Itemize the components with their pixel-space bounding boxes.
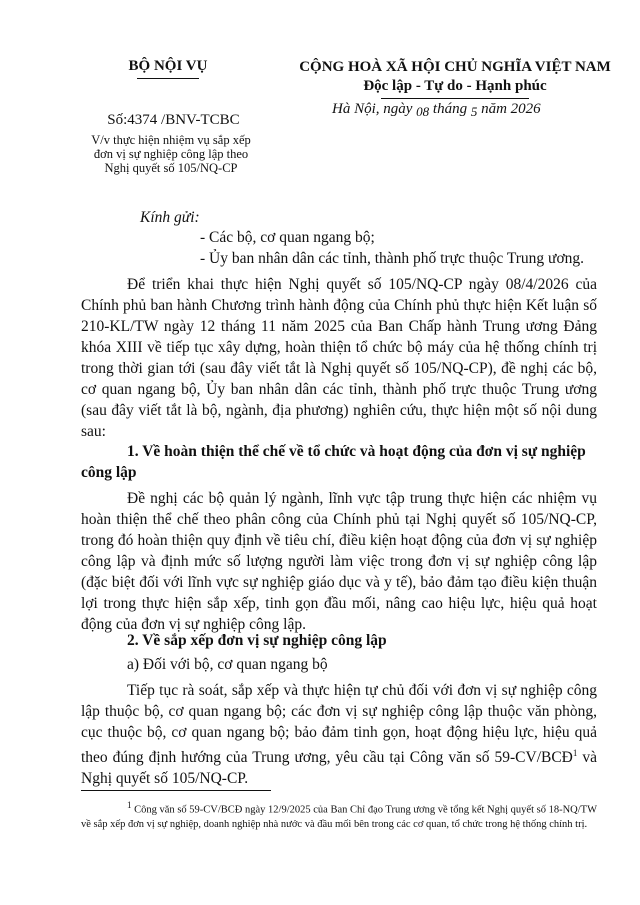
date-month: 5 [470,104,478,119]
motto-underline [381,98,529,99]
document-subject: V/v thực hiện nhiệm vụ sắp xếp đơn vị sự nghiệp công lập theo Nghị quyết số 105/NQ-CP [91,133,251,175]
date-year: năm 2026 [481,101,541,117]
addressee-label: Kính gửi: [140,209,200,226]
date-day: 08 [416,104,430,119]
section-1-paragraph: Đề nghị các bộ quản lý ngành, lĩnh vực tập trung thực hiện các nhiệm vụ hoàn thiện thể chế theo phân công của Chính phủ tại Nghị quyết số 105/NQ-CP, trong đó hoàn thiện quy định về tiêu chí, điều kiện hoạt động của đơn vị sự nghiệp công lập và định mức số lượng người làm việc trong đơn vị sự nghiệp công lập (đặc biệt đối với lĩnh vực sự nghiệp giáo dục và y tế), bảo đảm tạo điều kiện thuận lợi trong thực hiện sắp xếp, tinh gọn đầu mối, nâng cao hiệu lực, hiệu quả hoạt động của đơn vị sự nghiệp công lập. [81,490,597,633]
intro-paragraph: Để triển khai thực hiện Nghị quyết số 105/NQ-CP ngày 08/4/2026 của Chính phủ ban hành Chương trình hành động của Chính phủ thực hiện Kết luận số 210-KL/TW ngày 12 tháng 11 năm 2025 của Ban Chấp hành Trung ương Đảng khóa XIII về tiếp tục xây dựng, hoàn thiện tổ chức bộ máy của hệ thống chính trị trong thời gian tới (sau đây viết tắt là Nghị quyết số 105/NQ-CP), đề nghị các bộ, cơ quan ngang bộ, Ủy ban nhân dân các tỉnh, thành phố trực thuộc Trung ương (sau đây viết tắt là bộ, ngành, địa phương) nghiên cứu, thực hiện một số nội dung sau: [81,276,597,440]
date-line [332,101,541,118]
section-2a-text: Tiếp tục rà soát, sắp xếp và thực hiện tự chủ đối với đơn vị sự nghiệp công lập thuộc bộ, cơ quan ngang bộ; các đơn vị sự nghiệp công lập thuộc văn phòng, cục thuộc bộ, cơ quan ngang bộ; bảo đảm tinh gọn, hoạt động hiệu lực, hiệu quả theo đúng định hướng của Trung ương, yêu cầu tại Công văn số 59-CV/BCĐ [81,682,597,767]
section-2a-tail: và Nghị quyết số 105/NQ-CP. [81,749,597,788]
footnote-text: Công văn số 59-CV/BCĐ ngày 12/9/2025 của Ban Chỉ đạo Trung ương về tổng kết Nghị quyết số 18-NQ/TW về sắp xếp đơn vị sự nghiệp, doanh nghiệp nhà nước và đầu mối bên trong các cơ quan, tổ chức trong hệ thống chính trị. [81,804,597,830]
section-2a-heading: a) Đối với bộ, cơ quan ngang bộ [127,656,328,673]
section-2a-paragraph [81,680,597,789]
organization-underline [137,78,199,79]
section-1-heading: 1. Về hoàn thiện thể chế về tổ chức và hoạt động của đơn vị sự nghiệp công lập [81,443,586,481]
footnote-divider [81,790,271,791]
document-number: Số:4374 /BNV-TCBC [107,112,240,128]
issuing-organization [108,58,228,79]
national-motto: Độc lập - Tự do - Hạnh phúc [363,78,547,94]
organization-name: BỘ NỘI VỤ [128,58,208,74]
date-place: Hà Nội, ngày [332,101,413,117]
date-month-label: tháng [432,101,468,117]
footnote-mark: 1 [127,800,132,810]
national-header [290,58,620,99]
addressee-item: - Các bộ, cơ quan ngang bộ; [200,229,375,246]
footnote [81,798,597,832]
footnote-reference[interactable]: 1 [572,748,578,758]
national-title: CỘNG HOÀ XÃ HỘI CHỦ NGHĨA VIỆT NAM [299,59,611,75]
addressee-item: - Ủy ban nhân dân các tỉnh, thành phố trực thuộc Trung ương. [200,250,585,267]
section-2-heading: 2. Về sắp xếp đơn vị sự nghiệp công lập [127,632,387,649]
